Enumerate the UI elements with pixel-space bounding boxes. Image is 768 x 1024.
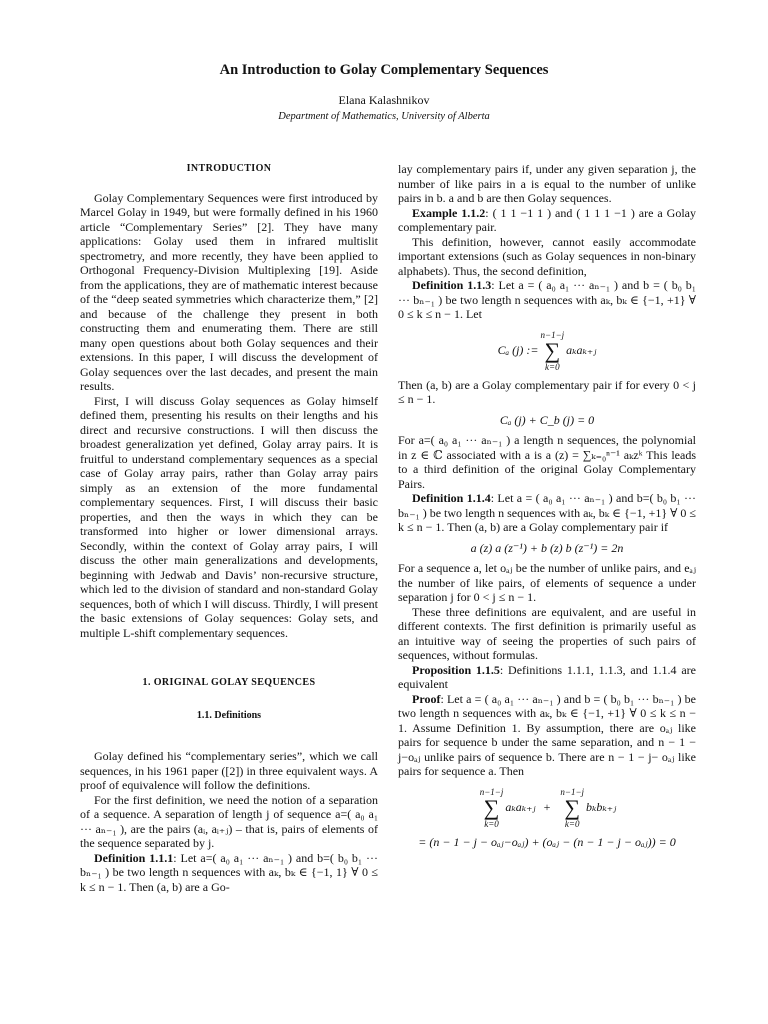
equation-polynomial: a (z) a (z⁻¹) + b (z) b (z⁻¹) = 2n (470, 540, 624, 555)
proof-label: Proof (412, 691, 441, 706)
proposition-1-1-5-text: : Definitions 1.1.1, 1.1.3, and 1.1.4 are equivalent (398, 662, 696, 691)
example-1-1-2-label: Example 1.1.2 (412, 205, 486, 220)
example-1-1-2-text: : ( 1 1 −1 1 ) and ( 1 1 1 −1 ) are a Golay complementary pair. (398, 205, 696, 234)
right-column (398, 162, 696, 855)
continued-paragraph: lay complementary pairs if, under any given separation j, the number of like pairs in a is equal to the number of unlike pairs in b. a and b are then Golay sequences. (398, 162, 696, 205)
definition-1-1-3-label: Definition 1.1.3 (412, 278, 492, 292)
left-column (80, 162, 378, 894)
equation-ca-sigma: ∑ (544, 337, 561, 363)
author-affiliation: Department of Mathematics, University of Alberta (278, 111, 490, 122)
equation-sum-plus: + (543, 800, 551, 815)
proof-paragraph (398, 692, 696, 779)
unlike-pairs-paragraph: For a sequence a, let oₐⱼ be the number of unlike pairs, and eₐⱼ the number of like pairs, of elements of sequence a under separation j for 0 < j ≤ n − 1. (398, 561, 696, 604)
equation-sum-a-upper: n−1−j (479, 786, 504, 797)
definition-1-1-4-text: : Let a = ( a₀ a₁ ··· aₙ₋₁ ) and b=( b₀ b₁ ··· bₙ₋₁ ) be two length n sequences with aₖ, bₖ ∈ {−1, +1} ∀ 0 ≤ k ≤ n − 1. Then (a, b) are a Golay complementary pair if (398, 491, 696, 534)
definition-1-1-3-text: : Let a = ( a₀ a₁ ··· aₙ₋₁ ) and b = ( b₀ b₁ ··· bₙ₋₁ ) be two length n sequences with aₖ, bₖ ∈ {−1, +1} ∀ 0 ≤ k ≤ n − 1. Let (398, 278, 696, 321)
equation-final: = (n − 1 − j − oₐⱼ−oₐⱼ) + (oₐⱼ − (n − 1 − j − oₐⱼ)) = 0 (418, 834, 676, 849)
proposition-1-1-5 (398, 663, 696, 692)
author-name: Elana Kalashnikov (338, 93, 430, 107)
paper-header (0, 62, 768, 122)
equation-sum-a-term: aₖaₖ₊ⱼ (505, 800, 536, 815)
definition-1-1-3 (398, 278, 696, 322)
equation-sum-pair (398, 787, 696, 829)
equation-sum-b-term: bₖbₖ₊ⱼ (586, 800, 617, 815)
equation-ca-upper-limit: n−1−j (540, 329, 565, 340)
equation-ca-plus-cb: Cₐ (j) + C_b (j) = 0 (499, 412, 595, 427)
definition-1-1-1-text: : Let a=( a₀ a₁ ··· aₙ₋₁ ) and b=( b₀ b₁ ··· bₙ₋₁ ) be two length n sequences with aₖ, bₖ ∈ {−1, 1} ∀ 0 ≤ k ≤ n − 1. Then (a, b) are a Go- (80, 850, 378, 894)
however-paragraph: This definition, however, cannot easily accommodate important extensions (such as Golay sequences in non-binary alphabets). Thus, the second definition, (398, 234, 696, 278)
equation-sum-a (480, 787, 504, 829)
equivalence-paragraph: These three definitions are equivalent, and are useful in different contexts. The first definition is primarily useful as an intuitive way of seeing the properties of such pairs of sequences, without formulas. (398, 604, 696, 662)
subsection-1-1-heading: 1.1. Definitions (196, 709, 262, 721)
equation-ca-sum (541, 330, 565, 372)
equation-sum-a-sigma: ∑ (483, 794, 500, 820)
then-paragraph: Then (a, b) are a Golay complementary pair if for every 0 < j ≤ n − 1. (398, 377, 696, 406)
intro-paragraph-2: First, I will discuss Golay sequences as Golay himself defined them, presenting his results on their lengths and his direct and recursive constructions. I will then discuss the broadest generalization yet defined, Golay array pairs. It is fruitful to understand complementary sequences as a special case of Golay array pairs, rather than Golay array pairs simply as an extension of the more fundamental complementary sequences. First, I will discuss their basic properties, and then the ways in which they can be transformed into higher or lower dimensional arrays. Secondly, within the context of Golay array pairs, I will discuss the other main generalizations and developments, beginning with Jedwab and Davis’ non-recursive structure, which led to the division of standard and non-standard Golay sequences, both of which I will discuss. Thirdly, I will present the basic extensions of Golay sequences: Golay sets, and multiple L-shift complementary sequences. (80, 393, 378, 640)
equation-sum-b-sigma: ∑ (564, 794, 581, 820)
equation-ca-lower-limit: k=0 (545, 361, 560, 372)
definition-1-1-1 (80, 851, 378, 895)
definitions-paragraph-1: Golay defined his “complementary series”, which we call sequences, in his 1961 paper ([2]) in three equivalent ways. A proof of equivalence will follow the definitions. (80, 749, 378, 792)
example-1-1-2 (398, 206, 696, 235)
definitions-paragraph-2: For the first definition, we need the notion of a separation of a sequence. A separation of length j of sequence a=( a₀ a₁ ··· aₙ₋₁ ), are the pairs (aᵢ, aᵢ₊ⱼ) – that is, pairs of elements of the sequence separated by j. (80, 792, 378, 850)
equation-sum-b-upper: n−1−j (560, 786, 585, 797)
equation-sum-b-lower: k=0 (564, 818, 580, 829)
polynomial-paragraph: For a=( a₀ a₁ ··· aₙ₋₁ ) a length n sequences, the polynomial in z ∈ ℂ associated with a is a (z) = ∑ₖ₌₀ⁿ⁻¹ aₖzᵏ This leads to a third definition of the original Golay Complementary Pairs. (398, 433, 696, 491)
equation-ca-lhs: Cₐ (j) := (497, 343, 539, 358)
intro-heading: INTRODUCTION (186, 163, 272, 174)
definition-1-1-4-label: Definition 1.1.4 (412, 491, 491, 505)
definition-1-1-1-label: Definition 1.1.1 (94, 850, 174, 865)
equation-ca (398, 330, 696, 372)
equation-sum-a-lower: k=0 (484, 818, 499, 829)
paper-title: An Introduction to Golay Complementary Sequences (219, 62, 549, 78)
intro-paragraph-1: Golay Complementary Sequences were first introduced by Marcel Golay in 1949, but were formally defined in his 1960 article “Complementary Series” [2]. They have many applications: Golay used them in infrared multislit spectrometry, and more recently, they have been applied to Orthogonal Frequency-Division Multiplexing [19]. Aside from the applications, they are of mathematic interest because of the “deep seated symmetries which characterize them,” [2] and because of the challenge they present in both constructing them and enumerating them. There are still many open questions about both Golay sequences and their extensions. In this paper, I will discuss the development of Golay sequences over the last decades, and present the main results. (80, 190, 378, 393)
equation-sum-b (560, 787, 584, 829)
equation-ca-term: aₖaₖ₊ⱼ (566, 343, 597, 358)
section-1-heading: 1. ORIGINAL GOLAY SEQUENCES (142, 677, 316, 688)
proposition-1-1-5-label: Proposition 1.1.5 (412, 662, 500, 677)
proof-text: : Let a = ( a₀ a₁ ··· aₙ₋₁ ) and b = ( b₀ b₁ ··· bₙ₋₁ ) be two length n sequences with aₖ, bₖ ∈ {−1, +1} ∀ 0 ≤ k ≤ n − 1. Assume Definition 1. By assumption, there are oₐⱼ like pairs for sequence b under the same separation, and n − 1 − j−oₐⱼ unlike pairs of sequence b. There are n − 1 − j− oₐⱼ like pairs for sequence a. Then (398, 691, 696, 778)
definition-1-1-4 (398, 491, 696, 535)
